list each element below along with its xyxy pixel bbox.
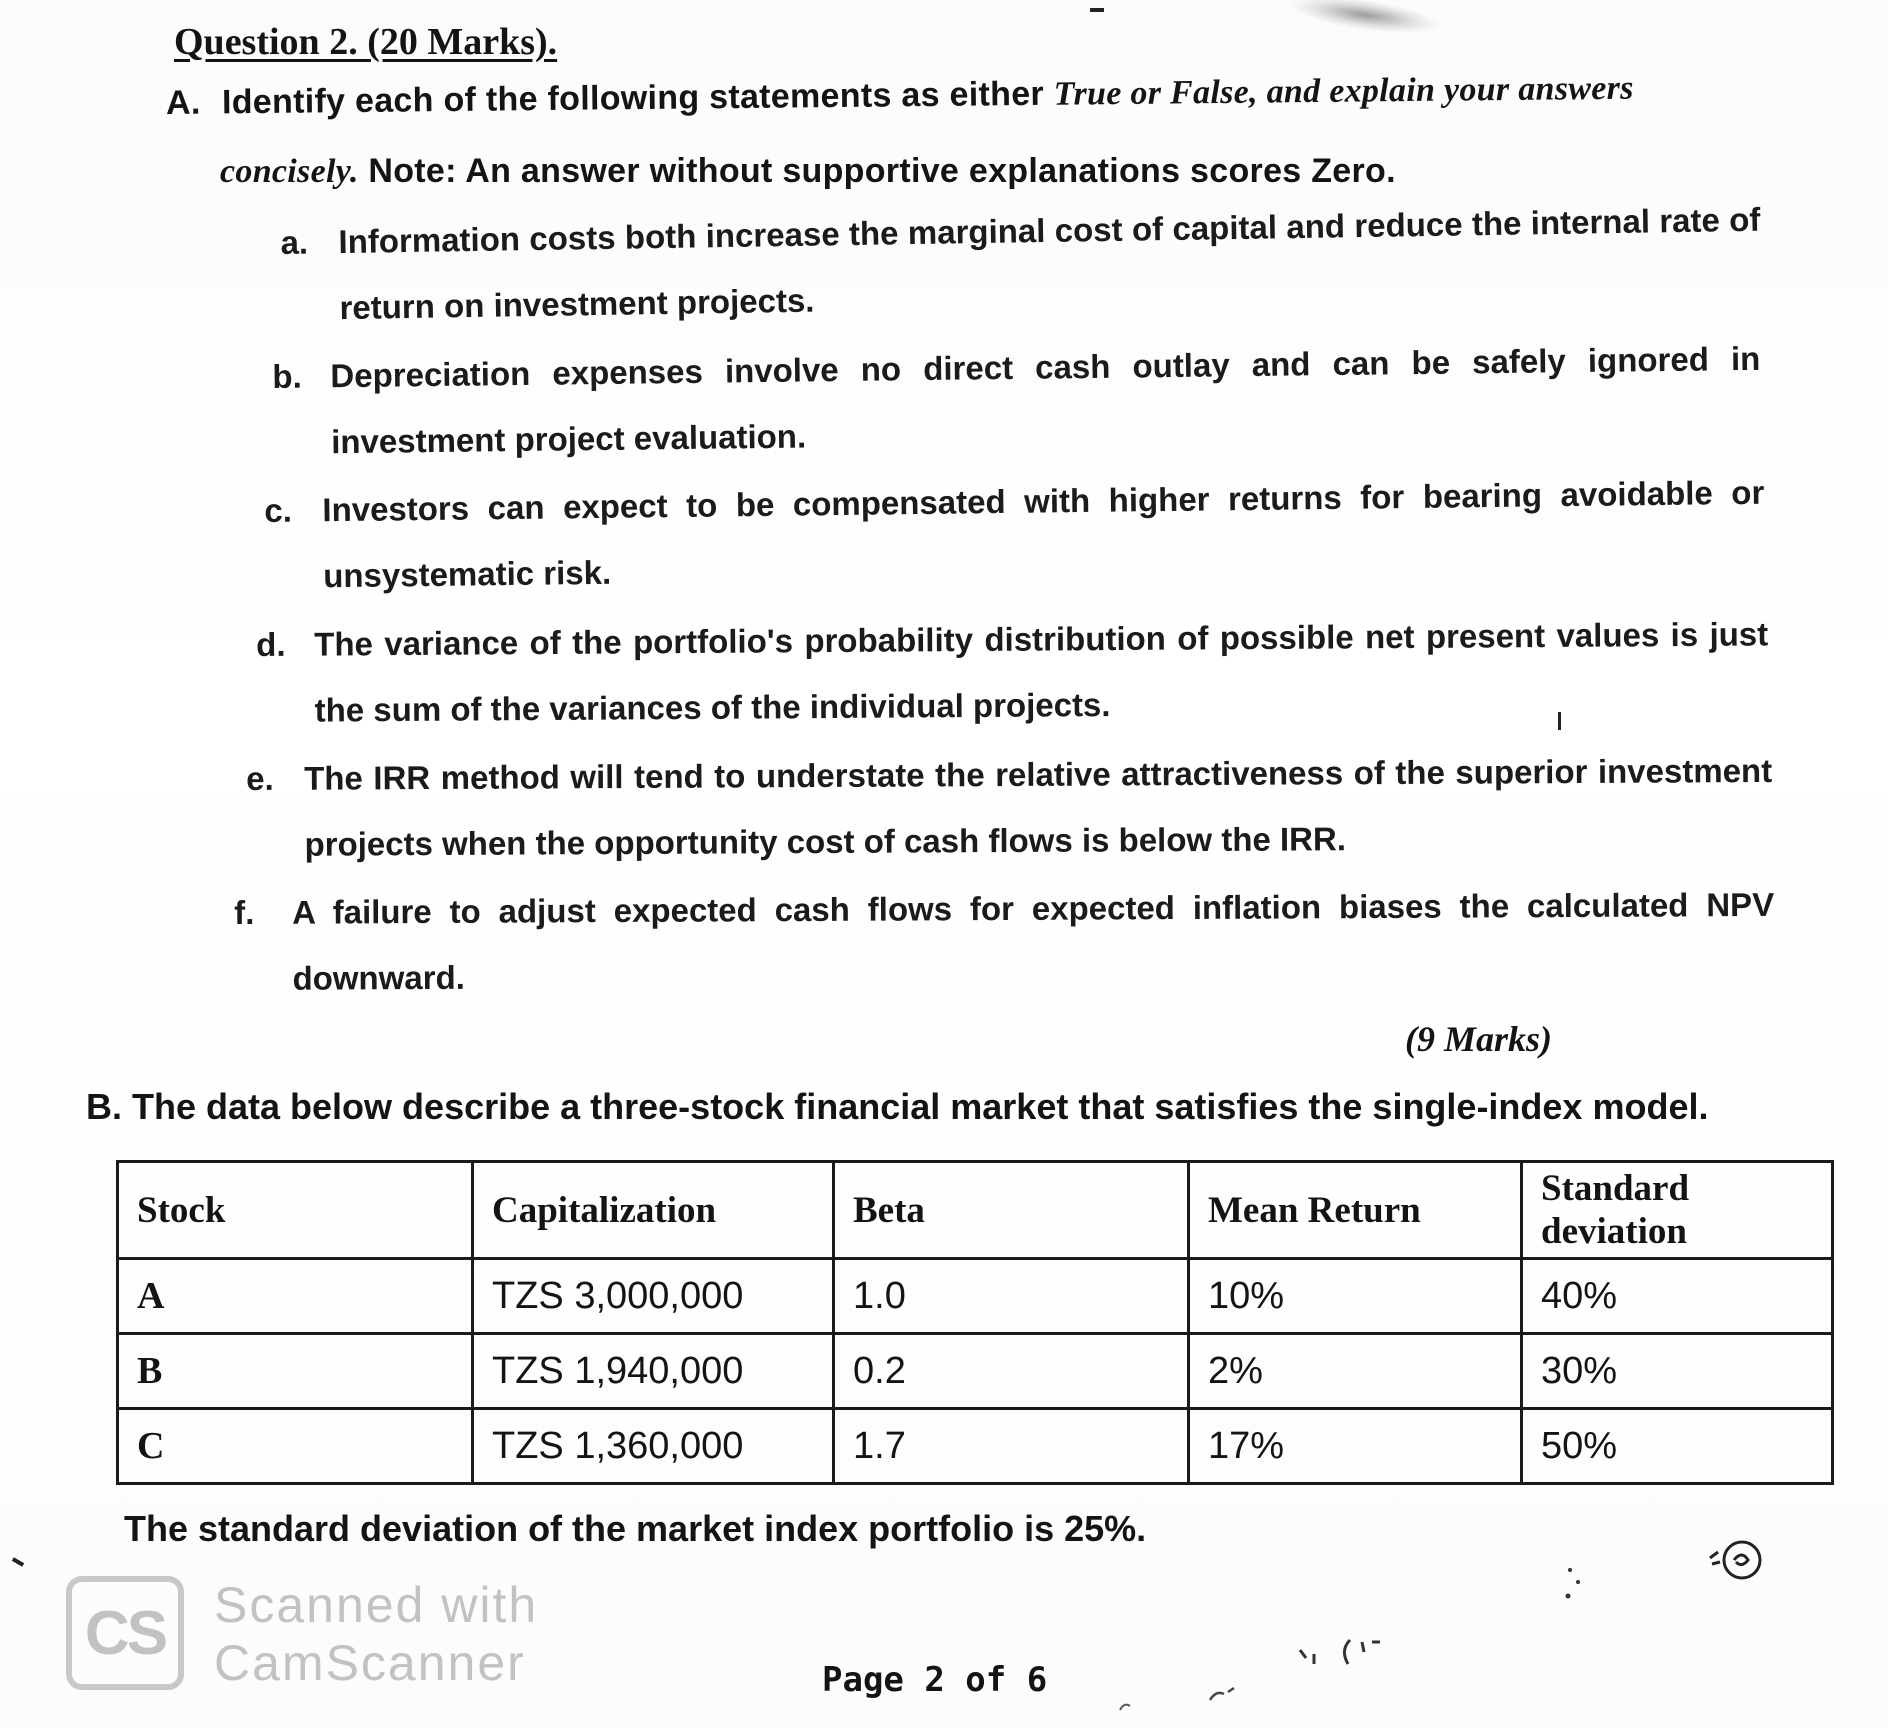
part-a-letter: A. <box>165 83 201 122</box>
cell-capitalization: TZS 1,360,000 <box>473 1409 834 1484</box>
table-row <box>118 1334 1833 1409</box>
part-b-intro-text: The data below describe a three-stock financial market that satisfies the single-index model. <box>132 1086 1709 1127</box>
page-number: Page 2 of 6 <box>822 1660 1048 1700</box>
cell-standard-deviation: 50% <box>1522 1409 1833 1484</box>
cell-capitalization: TZS 3,000,000 <box>473 1259 834 1334</box>
statement-c <box>264 460 1766 610</box>
camscanner-logo: CS <box>66 1576 184 1690</box>
statement-text: Investors can expect to be compensated with higher returns for bearing avoidable or unsystematic risk. <box>322 473 1765 595</box>
stock-market-table <box>116 1160 1834 1485</box>
cell-stock: C <box>118 1409 473 1484</box>
statement-text: Information costs both increase the marginal cost of capital and reduce the internal rate of return on investment projects. <box>338 200 1761 327</box>
scan-speck <box>1090 8 1104 12</box>
table-row <box>118 1409 1833 1484</box>
cell-mean-return: 2% <box>1189 1334 1522 1409</box>
part-a-instruction-start: Identify each of the following statements as either <box>221 74 1054 122</box>
scan-speck <box>1558 712 1561 730</box>
camscanner-line1: Scanned with <box>214 1577 539 1633</box>
part-a-instruction-note: Note: An answer without supportive explanations scores Zero. <box>358 152 1396 190</box>
part-a-instruction-italic-2: concisely. <box>220 153 359 190</box>
part-a-marks: (9 Marks) <box>1404 1019 1552 1059</box>
header-stock: Stock <box>118 1162 473 1259</box>
market-index-note: The standard deviation of the market index portfolio is 25%. <box>124 1508 1147 1549</box>
statement-f <box>234 872 1775 1012</box>
statement-e <box>246 738 1773 878</box>
handwritten-mark-icon <box>1700 1530 1770 1590</box>
cell-mean-return: 17% <box>1189 1409 1522 1484</box>
camscanner-line2: CamScanner <box>214 1635 526 1691</box>
scan-smudge <box>1289 0 1442 40</box>
part-b-letter: B. <box>86 1086 122 1127</box>
cell-beta: 0.2 <box>834 1334 1189 1409</box>
statement-letter: c. <box>264 491 293 529</box>
header-mean-return: Mean Return <box>1189 1162 1522 1259</box>
statement-letter: e. <box>246 759 274 797</box>
statement-b <box>272 326 1762 476</box>
part-b-intro <box>86 1086 1708 1128</box>
table-header-row <box>118 1162 1833 1259</box>
scan-speck <box>12 1557 24 1566</box>
cell-beta: 1.7 <box>834 1409 1189 1484</box>
scan-dots-icon <box>1560 1560 1610 1610</box>
cell-stock: A <box>118 1259 473 1334</box>
scan-scribble-icon <box>1100 1620 1460 1720</box>
header-beta: Beta <box>834 1162 1189 1259</box>
statement-a <box>280 187 1762 342</box>
statement-text: The variance of the portfolio's probability distribution of possible net present values is just the sum of the variances of the individual projects. <box>314 615 1769 729</box>
part-a-instruction-italic: True or False, and explain your answers <box>1053 69 1634 113</box>
statement-letter: b. <box>272 357 302 395</box>
cell-standard-deviation: 30% <box>1522 1334 1833 1409</box>
camscanner-caption <box>214 1576 538 1692</box>
statement-text: Depreciation expenses involve no direct cash outlay and can be safely ignored in investment project evaluation. <box>330 339 1761 461</box>
statement-letter: d. <box>256 625 286 663</box>
statement-text: A failure to adjust expected cash flows for expected inflation biases the calculated NPV downward. <box>292 885 1775 997</box>
statement-letter: f. <box>234 893 255 931</box>
cell-beta: 1.0 <box>834 1259 1189 1334</box>
cell-stock: B <box>118 1334 473 1409</box>
header-capitalization: Capitalization <box>473 1162 834 1259</box>
cell-capitalization: TZS 1,940,000 <box>473 1334 834 1409</box>
statement-d <box>256 601 1769 744</box>
part-a-instruction-line2 <box>220 152 1396 191</box>
table-row <box>118 1259 1833 1334</box>
cell-standard-deviation: 40% <box>1522 1259 1833 1334</box>
question-heading: Question 2. (20 Marks). <box>174 21 558 63</box>
part-a-instruction-line1 <box>166 69 1634 123</box>
cell-mean-return: 10% <box>1189 1259 1522 1334</box>
statement-letter: a. <box>280 223 309 261</box>
statement-text: The IRR method will tend to understate the relative attractiveness of the superior investment projects when the opportunity cost of cash flows is below the IRR. <box>304 752 1773 863</box>
header-standard-deviation: Standard deviation <box>1522 1162 1833 1259</box>
